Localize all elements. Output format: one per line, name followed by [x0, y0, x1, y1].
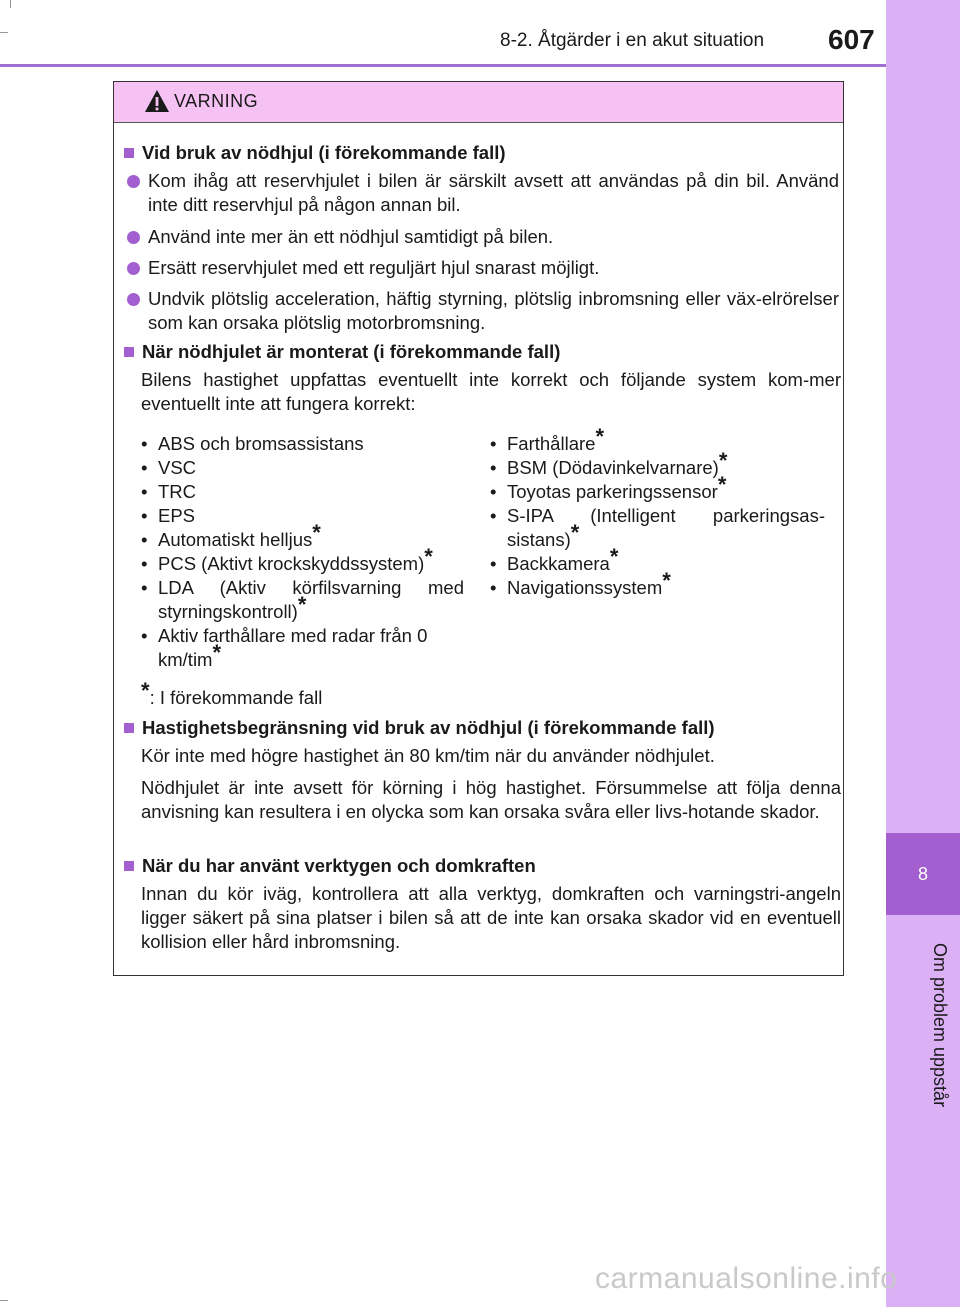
- asterisk: *: [570, 520, 580, 545]
- asterisk: *: [312, 520, 321, 545]
- paragraph: Kör inte med högre hastighet än 80 km/tim när du använder nödhjulet.: [141, 745, 715, 766]
- square-bullet-icon: [124, 148, 134, 158]
- warning-title: VARNING: [174, 91, 259, 111]
- list-item: • ABS och bromsassistans: [141, 432, 476, 456]
- warning-header: [114, 82, 843, 123]
- square-bullet-icon: [124, 347, 134, 357]
- list-item: • LDA (Aktiv körfilsvarning med styrningskontroll)*: [141, 576, 476, 624]
- section-title: När nödhjulet är monterat (i förekommande fall): [124, 340, 839, 364]
- asterisk: *: [595, 424, 604, 449]
- asterisk: *: [662, 568, 671, 593]
- asterisk: *: [717, 472, 727, 497]
- crop-mark: [0, 32, 8, 33]
- header-rule: [0, 64, 888, 67]
- chapter-title: Om problem uppstår: [930, 942, 950, 1108]
- warning-triangle-icon: [144, 88, 170, 114]
- list-item: • VSC: [141, 456, 476, 480]
- page-number: 607: [828, 24, 875, 55]
- bullet-item: Kom ihåg att reservhjulet i bilen är särskilt avsett att användas på din bil. Använd inte ditt reservhjul på någon annan bil.: [124, 169, 839, 217]
- chapter-number: 8: [886, 833, 960, 915]
- square-bullet-icon: [124, 861, 134, 871]
- paragraph: Bilens hastighet uppfattas eventuellt inte korrekt och följande system kom-mer eventuellt inte att fungera korrekt:: [141, 369, 841, 414]
- list-item: • TRC: [141, 480, 476, 504]
- watermark: carmanualsonline.info: [595, 1262, 898, 1295]
- system-list-left: [141, 432, 476, 672]
- footnote: *: I förekommande fall: [141, 678, 323, 708]
- list-item: • PCS (Aktivt krockskyddssystem)*: [141, 552, 476, 576]
- round-bullet-icon: [127, 262, 140, 275]
- section-title: Vid bruk av nödhjul (i förekommande fall): [124, 141, 839, 165]
- bullet-item: Ersätt reservhjulet med ett reguljärt hjul snarast möjligt.: [124, 256, 839, 280]
- list-item: • EPS: [141, 504, 476, 528]
- section-title: När du har använt verktygen och domkraften: [124, 854, 839, 878]
- round-bullet-icon: [127, 231, 140, 244]
- list-item: • S-IPA (Intelligent parkeringsas-sistans)*: [490, 504, 825, 552]
- list-item: • BSM (Dödavinkelvarnare)*: [490, 456, 825, 480]
- asterisk: *: [424, 544, 433, 569]
- asterisk: *: [609, 544, 619, 569]
- running-header: 8-2. Åtgärder i en akut situation: [500, 30, 765, 51]
- crop-mark: [0, 1300, 8, 1301]
- round-bullet-icon: [127, 175, 140, 188]
- list-item: • Toyotas parkeringssensor*: [490, 480, 825, 504]
- section-title: Hastighetsbegränsning vid bruk av nödhjul (i förekommande fall): [124, 716, 839, 740]
- list-item: • Farthållare*: [490, 432, 825, 456]
- asterisk: *: [212, 640, 222, 665]
- round-bullet-icon: [127, 293, 140, 306]
- list-item: • Navigationssystem*: [490, 576, 825, 600]
- system-list-right: [490, 424, 825, 600]
- asterisk: *: [718, 448, 728, 473]
- square-bullet-icon: [124, 723, 134, 733]
- bullet-item: Undvik plötslig acceleration, häftig styrning, plötslig inbromsning eller väx-elrörelser som kan orsaka plötslig motorbromsning.: [124, 287, 839, 335]
- list-item: • Backkamera*: [490, 552, 825, 576]
- list-item: • Aktiv farthållare med radar från 0 km/tim*: [141, 624, 476, 672]
- paragraph: Nödhjulet är inte avsett för körning i hög hastighet. Försummelse att följa denna anvisning kan resultera i en olycka som kan orsaka svåra eller livs-hotande skador.: [141, 777, 841, 822]
- crop-mark: [10, 0, 11, 8]
- paragraph: Innan du kör iväg, kontrollera att alla verktyg, domkraften och varningstri-angeln ligger säkert på sina platser i bilen så att de inte kan orsaka skador vid en eventuell kollision eller hård inbromsning.: [141, 883, 841, 952]
- list-item: • Automatiskt helljus*: [141, 528, 476, 552]
- asterisk: *: [297, 592, 307, 617]
- warning-box: [113, 81, 844, 976]
- bullet-item: Använd inte mer än ett nödhjul samtidigt på bilen.: [124, 225, 839, 249]
